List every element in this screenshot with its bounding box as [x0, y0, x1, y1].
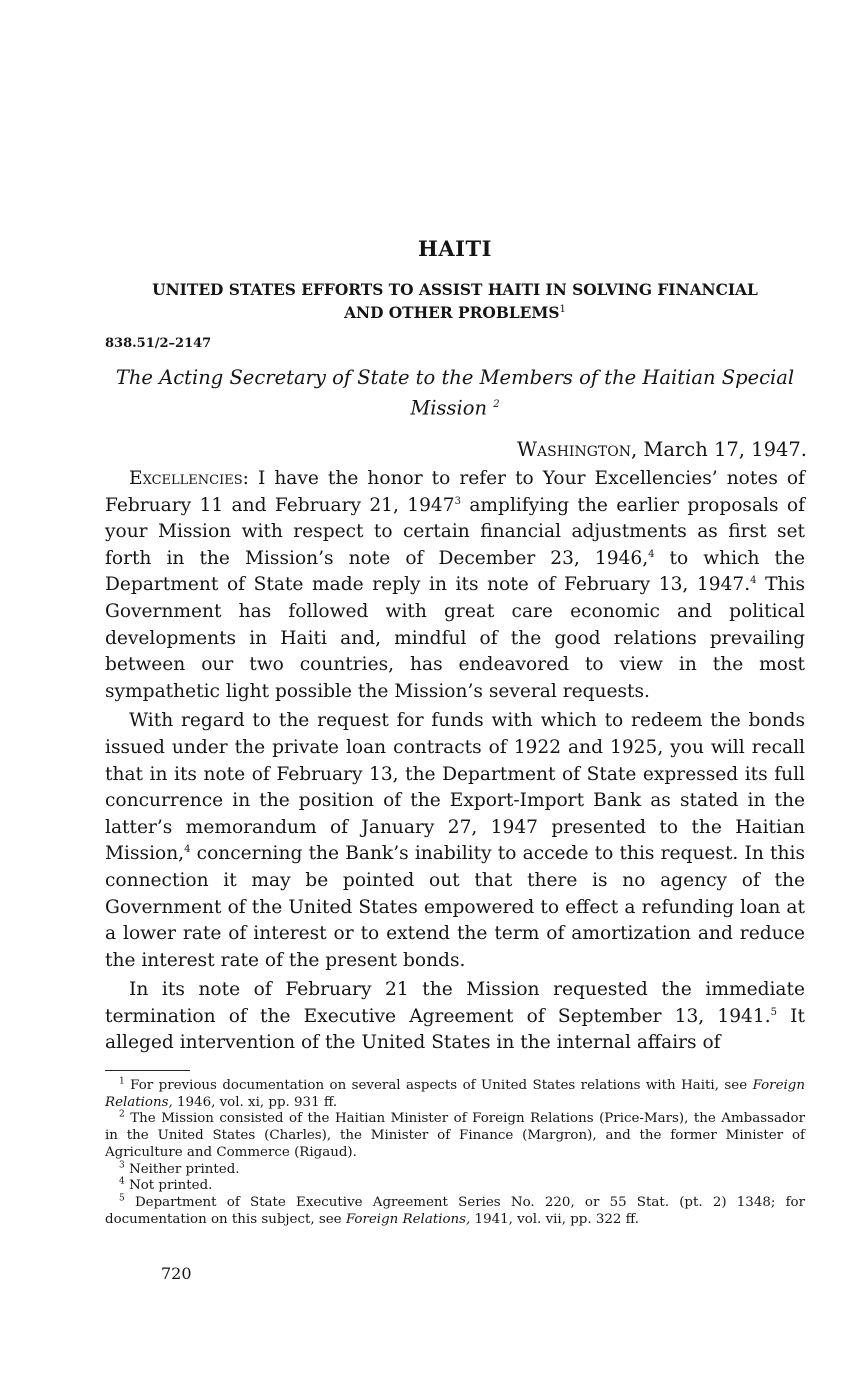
footnote-text: Neither printed. — [124, 1161, 240, 1177]
footnote-citation: Foreign Relations, — [345, 1211, 471, 1227]
country-title: HAITI — [418, 236, 492, 261]
paragraph — [105, 466, 805, 705]
footnote-ref: 4 — [184, 844, 191, 856]
caption-line2: Mission — [410, 396, 488, 420]
paragraph-text: concerning the Bank’s inability to accede to this request. In this connection it may be pointed out that there is no agency of the Government of the United States empowered to effect a refunding loan at a lower rate of interest or to extend the term of amortization and reduce the interest rate of the present bonds. — [105, 843, 805, 971]
page-number: 720 — [161, 1264, 192, 1283]
paragraph — [105, 977, 805, 1057]
footnote-ref: 4 — [648, 548, 655, 560]
footnote-text: 1946, vol. xi, pp. 931 ff. — [172, 1094, 338, 1110]
footnote-ref: 4 — [750, 575, 757, 587]
caption-line1: The Acting Secretary of State to the Members of the Haitian Special — [115, 366, 795, 389]
footnotes — [105, 1078, 805, 1228]
footnote-text: For previous documentation on several aspects of United States relations with Haiti, see — [124, 1078, 753, 1093]
footnote-text: Department of State Executive Agreement Series No. 220, or 55 Stat. (pt. 2) 1348; for documentation on this subject, see — [105, 1194, 805, 1227]
footnote-number: 2 — [119, 1109, 125, 1120]
paragraph-text: With regard to the request for funds with which to redeem the bonds issued under the private loan contracts of 1922 and 1925, you will recall that in its note of February 13, the Department of State expressed its full concurrence in the position of the Export-Import Bank as stated in the latter’s memorandum of January 27, 1947 presented to the Haitian Mission, — [105, 710, 805, 865]
footnote-ref: 3 — [454, 495, 461, 507]
footnote — [105, 1195, 805, 1228]
footnote-ref: 1 — [559, 304, 566, 315]
dateline-place: Washington — [516, 438, 631, 461]
paragraph-text: : I have the honor to refer to Your Excellencies’ notes of February 11 and February 21, 1947 — [105, 468, 805, 516]
dateline — [517, 438, 807, 461]
footnote-divider — [105, 1070, 190, 1071]
paragraph-text: amplifying the earlier proposals of your Mission with respect to certain financial adjustments as first set forth in the Mission’s note of December 23, 1946, — [105, 494, 805, 569]
section-heading-line1: UNITED STATES EFFORTS TO ASSIST HAITI IN SOLVING FINANCIAL — [152, 281, 758, 299]
salutation: Excellencies — [129, 468, 243, 489]
paragraph-text: It alleged intervention of the United States in the internal affairs of — [105, 1005, 805, 1054]
document-page — [105, 0, 805, 1380]
letter-body — [105, 466, 805, 1060]
footnote-ref: 2 — [493, 399, 500, 410]
document-caption — [105, 364, 805, 422]
footnote-citation: Foreign Relations, — [105, 1078, 805, 1110]
footnote-number: 5 — [119, 1193, 125, 1204]
footnote-number: 4 — [119, 1176, 125, 1187]
dateline-date: , March 17, 1947. — [630, 438, 807, 461]
footnote-text: 1941, vol. vii, pp. 322 ff. — [470, 1211, 639, 1227]
footnote-text: Not printed. — [124, 1178, 213, 1194]
section-heading — [105, 280, 805, 323]
paragraph-text: to which the Department of State made reply in its note of February 13, 1947. — [105, 547, 806, 596]
footnote — [105, 1162, 805, 1179]
footnote — [105, 1178, 805, 1195]
paragraph-text: In its note of February 21 the Mission requested the immediate termination of the Executive Agreement of September 13, 1941. — [105, 979, 805, 1027]
footnote-ref: 5 — [770, 1006, 777, 1018]
footnote-number: 3 — [119, 1160, 125, 1171]
footnote — [105, 1078, 805, 1111]
paragraph-text: This Government has followed with great care economic and political developments in Haiti and, mindful of the good relations prevailing between our two countries, has endeavored to view in the most sympathetic light possible the Mission’s several requests. — [105, 574, 806, 702]
footnote-number: 1 — [119, 1076, 125, 1087]
section-heading-line2: AND OTHER PROBLEMS — [344, 304, 560, 323]
file-number: 838.51/2–2147 — [105, 336, 212, 351]
footnote — [105, 1111, 805, 1161]
paragraph — [105, 708, 805, 974]
footnote-text: The Mission consisted of the Haitian Minister of Foreign Relations (Price-Mars), the Ambassador in the United States (Charles), the Minister of Finance (Margron), and the former Minister of Agriculture and Commerce (Rigaud). — [105, 1111, 805, 1160]
